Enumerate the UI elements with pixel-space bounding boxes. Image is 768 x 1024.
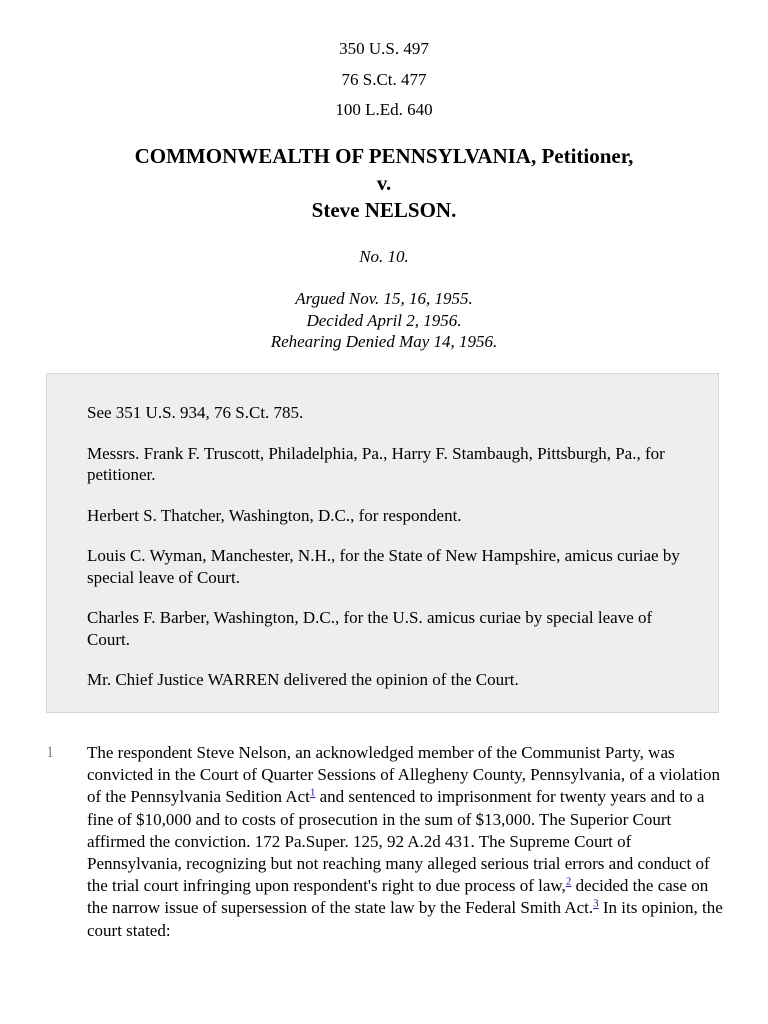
decided-date: Decided April 2, 1956. (306, 310, 462, 330)
counsel-petitioner: Messrs. Frank F. Truscott, Philadelphia, Pa., Harry F. Stambaugh, Pittsburgh, Pa., for petitioner. (87, 443, 665, 484)
petitioner-name: COMMONWEALTH OF PENNSYLVANIA, Petitioner, (134, 144, 634, 168)
rehearing-date: Rehearing Denied May 14, 1956. (270, 332, 498, 351)
opinion-author: Mr. Chief Justice WARREN delivered the opinion of the Court. (87, 670, 519, 689)
case-dates (0, 288, 768, 353)
citation-supreme-court-reporter: 76 S.Ct. 477 (341, 69, 427, 89)
paragraph-text (87, 742, 727, 942)
paragraph-number: 1 (46, 744, 54, 761)
footnote-link-2[interactable]: 2 (565, 875, 572, 888)
paragraph-text-part-a: The respondent Steve Nelson, an acknowledged member of the Communist Party, was convicted in the Court of Quarter Sessions of Allegheny County, Pennsylvania, of a violation of the Pennsylvania Sedition Act (87, 743, 720, 807)
paragraph-text-part-d: In its opinion, the court stated: (87, 898, 723, 940)
docket-number: No. 10. (359, 247, 409, 266)
paragraph-text-part-b: and sentenced to imprisonment for twenty years and to a fine of $10,000 and to costs of prosecution in the sum of $13,000. The Superior Court affirmed the conviction. 172 Pa.Super. 125, 92 A.2d 431. The Supreme Court of Pennsylvania, recognizing but not reaching many alleged serious trial errors and conduct of the trial court infringing upon respondent's right to due process of law, (87, 787, 710, 896)
citation-us-reports: 350 U.S. 497 (339, 39, 429, 58)
amicus-new-hampshire: Louis C. Wyman, Manchester, N.H., for the State of New Hampshire, amicus curiae by special leave of Court. (87, 546, 680, 587)
argued-date: Argued Nov. 15, 16, 1955. (295, 289, 473, 308)
paragraph-text-part-c: decided the case on the narrow issue of supersession of the state law by the Federal Smith Act. (87, 876, 709, 918)
citations (0, 34, 768, 126)
amicus-united-states: Charles F. Barber, Washington, D.C., for the U.S. amicus curiae by special leave of Court. (87, 608, 653, 649)
citation-lawyers-edition: 100 L.Ed. 640 (335, 100, 433, 119)
footnote-link-3[interactable]: 3 (593, 897, 599, 910)
see-also-citation: See 351 U.S. 934, 76 S.Ct. 785. (87, 403, 304, 422)
respondent-name: Steve NELSON. (311, 198, 457, 222)
counsel-respondent: Herbert S. Thatcher, Washington, D.C., for respondent. (87, 505, 462, 525)
syllabus-box (46, 373, 719, 713)
case-caption (0, 143, 768, 224)
versus: v. (376, 171, 392, 195)
footnote-link-1[interactable]: 1 (309, 786, 316, 799)
